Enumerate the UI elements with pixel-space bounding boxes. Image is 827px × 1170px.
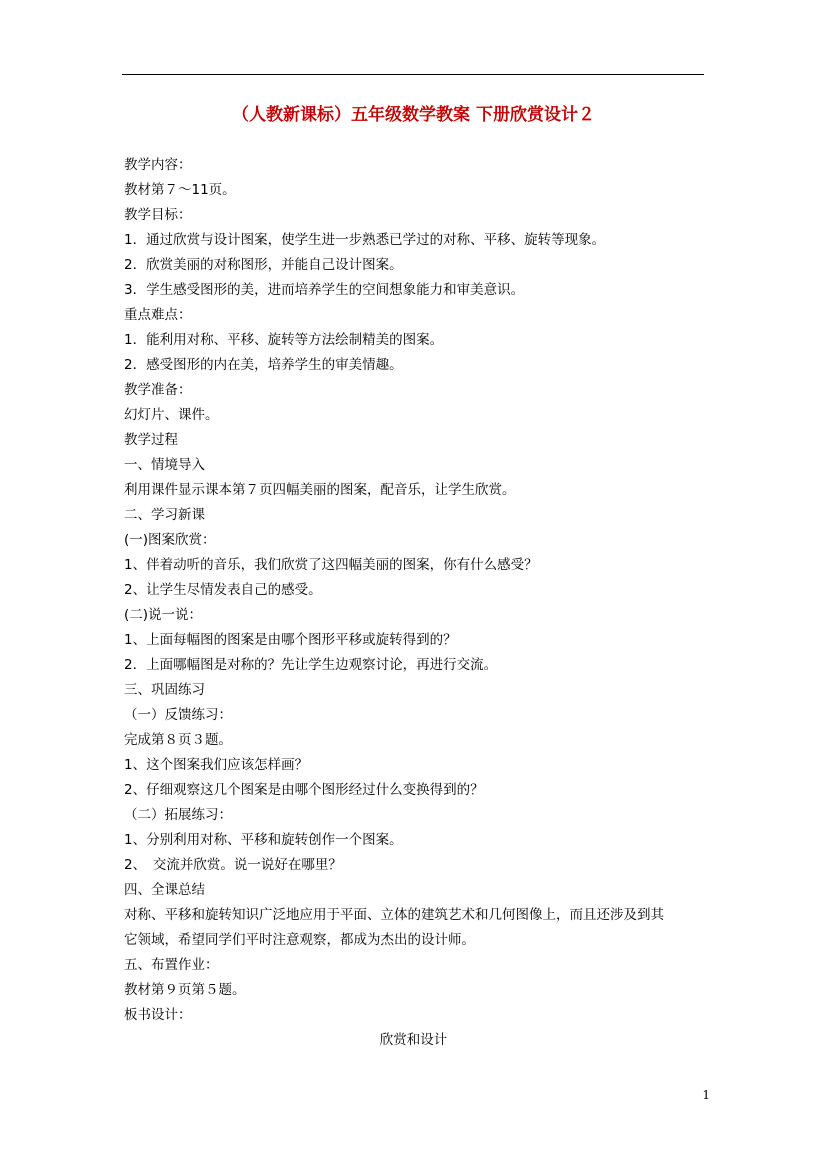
text-line: 2．感受图形的内在美，培养学生的审美情趣。 [124, 357, 403, 373]
text-line: 1、伴着动听的音乐，我们欣赏了这四幅美丽的图案，你有什么感受？ [124, 557, 538, 573]
text-line: 2．欣赏美丽的对称图形，并能自己设计图案。 [124, 257, 403, 273]
text-line: 2．上面哪幅图是对称的？先让学生边观察讨论，再进行交流。 [124, 657, 498, 673]
text-line: （二）拓展练习： [124, 807, 232, 823]
text-line: 完成第８页３题。 [124, 732, 232, 748]
text-line: 2、仔细观察这几个图案是由哪个图形经过什么变换得到的？ [124, 782, 484, 798]
text-line: 2、让学生尽情发表自己的感受。 [124, 582, 322, 598]
text-line: 1．通过欣赏与设计图案，使学生进一步熟悉已学过的对称、平移、旋转等现象。 [124, 232, 606, 248]
text-line: 板书设计： [124, 1007, 192, 1023]
text-line: 重点难点： [124, 307, 192, 323]
text-line: 3．学生感受图形的美，进而培养学生的空间想象能力和审美意识。 [124, 282, 525, 298]
text-line: 教学过程 [124, 432, 178, 448]
text-line: 教学目标： [124, 207, 192, 223]
text-line: 它领域，希望同学们平时注意观察，都成为杰出的设计师。 [124, 932, 475, 948]
text-line: 幻灯片、课件。 [124, 407, 219, 423]
text-line: (一)图案欣赏： [124, 532, 216, 548]
document-title: （人教新课标）五年级数学教案 下册欣赏设计２ [232, 105, 595, 125]
lesson-body [124, 153, 706, 1028]
text-line: 二、学习新课 [124, 507, 205, 523]
text-line: 1、这个图案我们应该怎样画？ [124, 757, 309, 773]
text-line: (二)说一说： [124, 607, 203, 623]
page-number: 1 [702, 1088, 710, 1102]
text-line: 一、情境导入 [124, 457, 205, 473]
text-line: 1、分别利用对称、平移和旋转创作一个图案。 [124, 832, 403, 848]
text-line: 2、 交流并欣赏。说一说好在哪里？ [124, 857, 342, 873]
header-rule [122, 74, 704, 75]
text-line: （一）反馈练习： [124, 707, 232, 723]
board-design-heading: 欣赏和设计 [379, 1032, 448, 1048]
text-line: 对称、平移和旋转知识广泛地应用于平面、立体的建筑艺术和几何图像上，而且还涉及到其 [124, 907, 664, 923]
text-line: 1．能利用对称、平移、旋转等方法绘制精美的图案。 [124, 332, 444, 348]
text-line: 四、全课总结 [124, 882, 205, 898]
text-line: 教学内容： [124, 157, 192, 173]
text-line: 教学准备： [124, 382, 192, 398]
text-line: 五、布置作业： [124, 957, 219, 973]
text-line: 1、上面每幅图的图案是由哪个图形平移或旋转得到的？ [124, 632, 457, 648]
text-line: 三、巩固练习 [124, 682, 205, 698]
text-line: 利用课件显示课本第７页四幅美丽的图案，配音乐，让学生欣赏。 [124, 482, 516, 498]
text-line: 教材第７～11页。 [124, 182, 236, 198]
text-line: 教材第９页第５题。 [124, 982, 246, 998]
